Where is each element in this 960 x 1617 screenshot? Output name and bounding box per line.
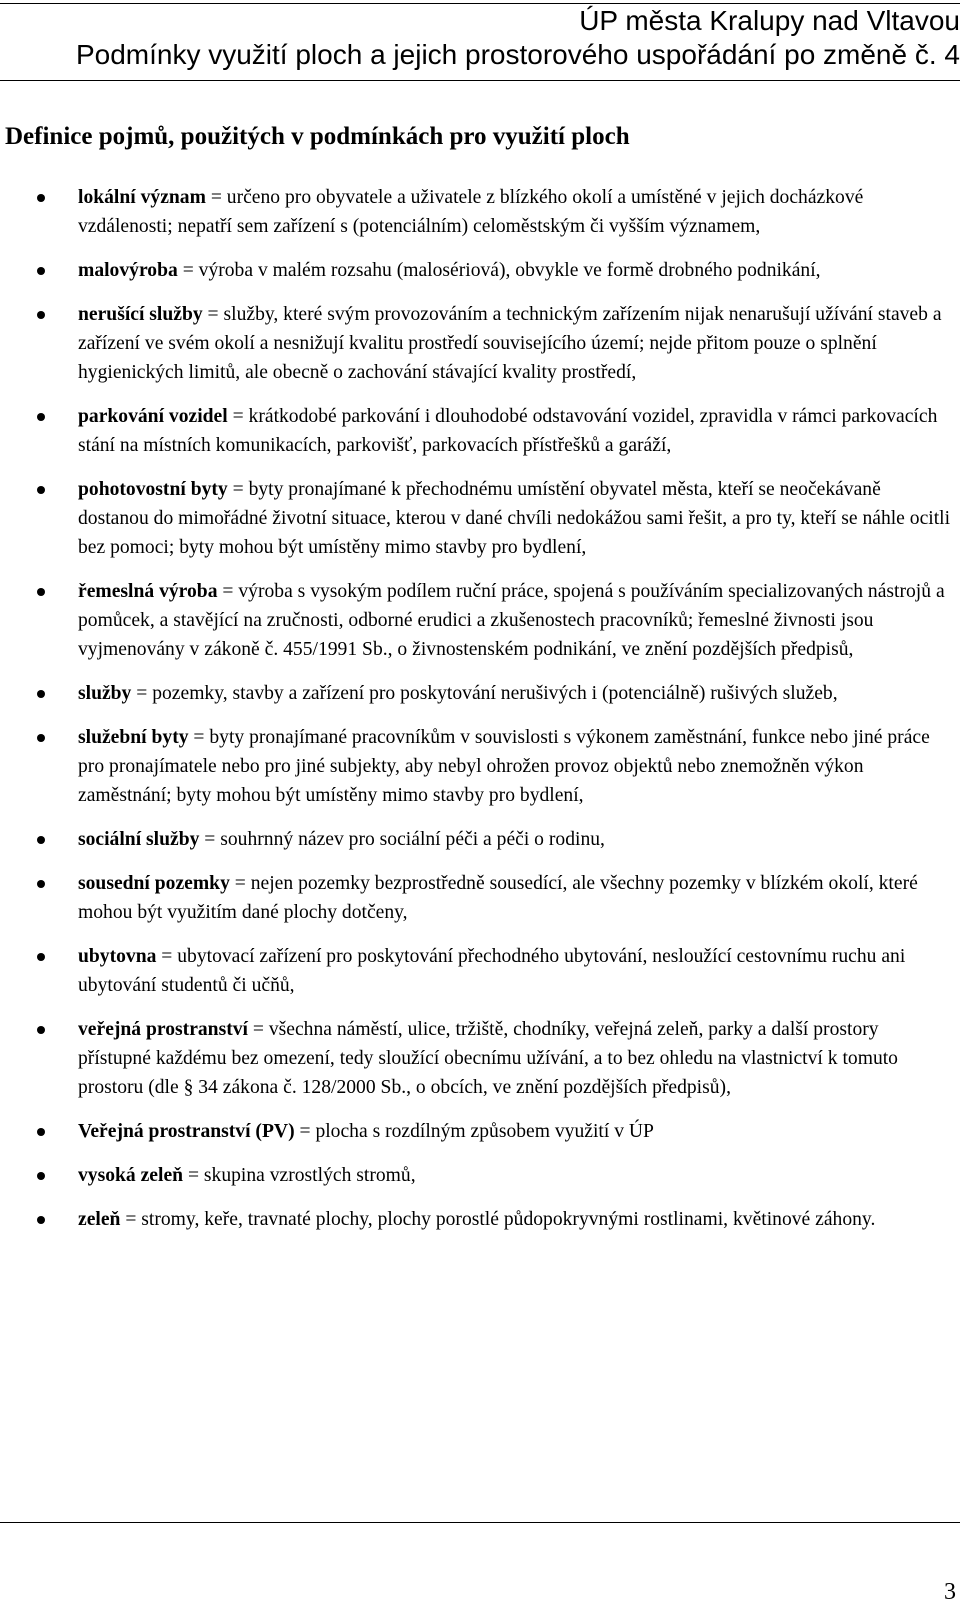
definition-item <box>0 942 960 1000</box>
definition-item <box>0 1015 960 1102</box>
definition-term: služby <box>78 683 132 704</box>
bullet-icon <box>37 836 45 844</box>
section-title: Definice pojmů, použitých v podmínkách pro využití ploch <box>5 123 630 150</box>
definition-text: = skupina vzrostlých stromů, <box>183 1165 416 1186</box>
bullet-icon <box>37 1172 45 1180</box>
definition-term: pohotovostní byty <box>78 479 228 500</box>
bullet-icon <box>37 311 45 319</box>
definition-item <box>0 825 960 854</box>
definition-term: veřejná prostranství <box>78 1019 248 1040</box>
definition-term: parkování vozidel <box>78 406 228 427</box>
definition-term: služební byty <box>78 727 189 748</box>
definition-item <box>0 1161 960 1190</box>
definition-text: = výroba s vysokým podílem ruční práce, spojená s používáním specializovaných nástrojů a pomůcek, a stavějící na zručnosti, odborné erudici a zkušenostech pracovníků; řemeslné živnosti jsou vyjmenovány v zákoně č. 455/1991 Sb., o živnostenském podnikání, ve znění pozdějších předpisů, <box>78 581 945 660</box>
definition-term: ubytovna <box>78 946 157 967</box>
definition-item <box>0 183 960 241</box>
page-number: 3 <box>944 1579 956 1605</box>
definition-item <box>0 256 960 285</box>
definition-item <box>0 869 960 927</box>
header-rule-bottom <box>0 80 960 81</box>
definition-text: = plocha s rozdílným způsobem využití v ÚP <box>294 1121 654 1142</box>
definition-text: = všechna náměstí, ulice, tržiště, chodníky, veřejná zeleň, parky a další prostory přístupné každému bez omezení, tedy sloužící obecnímu užívání, a to bez ohledu na vlastnictví k tomuto prostoru (dle § 34 zákona č. 128/2000 Sb., o obcích, ve znění pozdějších předpisů), <box>78 1019 898 1098</box>
bullet-icon <box>37 690 45 698</box>
definition-term: nerušící služby <box>78 304 203 325</box>
bullet-icon <box>37 588 45 596</box>
definition-item <box>0 300 960 387</box>
definition-term: lokální význam <box>78 187 206 208</box>
definition-text: = určeno pro obyvatele a uživatele z blízkého okolí a umístěné v jejich docházkové vzdálenosti; nepatří sem zařízení s (potenciálním) celoměstským či vyšším významem, <box>78 187 864 237</box>
definition-term: sousední pozemky <box>78 873 230 894</box>
definition-text: = krátkodobé parkování i dlouhodobé odstavování vozidel, zpravidla v rámci parkovacích stání na místních komunikacích, parkovišť, parkovacích přístřešků a garáží, <box>78 406 938 456</box>
bullet-icon <box>37 486 45 494</box>
definition-text: = ubytovací zařízení pro poskytování přechodného ubytování, nesloužící cestovnímu ruchu ani ubytování studentů či učňů, <box>78 946 906 996</box>
definition-term: zeleň <box>78 1209 121 1230</box>
definition-text: = byty pronajímané k přechodnému umístění obyvatel města, kteří se neočekávaně dostanou do mimořádné životní situace, kterou v dané chvíli nedokážou sami řešit, a pro ty, kteří se náhle ocitli bez pomoci; byty mohou být umístěny mimo stavby pro bydlení, <box>78 479 951 558</box>
definition-term: řemeslná výroba <box>78 581 218 602</box>
definition-item <box>0 723 960 810</box>
definition-text: = služby, které svým provozováním a technickým zařízením nijak nenarušují užívání staveb a zařízení ve svém okolí a nesnižují kvalitu prostředí souvisejícího území; nejde přitom pouze o splnění hygienických limitů, ale obecně o zachování stávající kvality prostředí, <box>78 304 942 383</box>
definition-item <box>0 577 960 664</box>
header-document-subtitle: Podmínky využití ploch a jejich prostorového uspořádání po změně č. 4 <box>75 39 960 70</box>
definition-term: sociální služby <box>78 829 200 850</box>
footer-rule <box>0 1522 960 1523</box>
definitions-list <box>0 183 960 1249</box>
definition-term: vysoká zeleň <box>78 1165 184 1186</box>
bullet-icon <box>37 734 45 742</box>
bullet-icon <box>37 267 45 275</box>
page-header <box>76 4 960 72</box>
bullet-icon <box>37 953 45 961</box>
definition-item <box>0 475 960 562</box>
definition-item <box>0 1205 960 1234</box>
definition-term: Veřejná prostranství (PV) <box>78 1121 295 1142</box>
definition-text: = pozemky, stavby a zařízení pro poskytování nerušivých i (potenciálně) rušivých služeb, <box>131 683 838 704</box>
bullet-icon <box>37 194 45 202</box>
definition-text: = výroba v malém rozsahu (malosériová), obvykle ve formě drobného podnikání, <box>177 260 821 281</box>
definition-text: = byty pronajímané pracovníkům v souvislosti s výkonem zaměstnání, funkce nebo jiné práce pro pronajímatele nebo pro jiné subjekty, aby nebyl ohrožen provoz objektů nebo znemožněn výkon zaměstnání; byty mohou být umístěny mimo stavby pro bydlení, <box>78 727 930 806</box>
bullet-icon <box>37 880 45 888</box>
definition-item <box>0 1117 960 1146</box>
definition-text: = souhrnný název pro sociální péči a péči o rodinu, <box>199 829 605 850</box>
definition-text: = stromy, keře, travnaté plochy, plochy porostlé půdopokryvnými rostlinami, květinové záhony. <box>120 1209 876 1230</box>
definition-item <box>0 402 960 460</box>
bullet-icon <box>37 1026 45 1034</box>
definition-text: = nejen pozemky bezprostředně sousedící, ale všechny pozemky v blízkém okolí, které mohou být využitím dané plochy dotčeny, <box>78 873 918 923</box>
bullet-icon <box>37 413 45 421</box>
definition-item <box>0 679 960 708</box>
bullet-icon <box>37 1128 45 1136</box>
definition-term: malovýroba <box>78 260 178 281</box>
header-plan-name: ÚP města Kralupy nad Vltavou <box>579 5 960 36</box>
bullet-icon <box>37 1216 45 1224</box>
